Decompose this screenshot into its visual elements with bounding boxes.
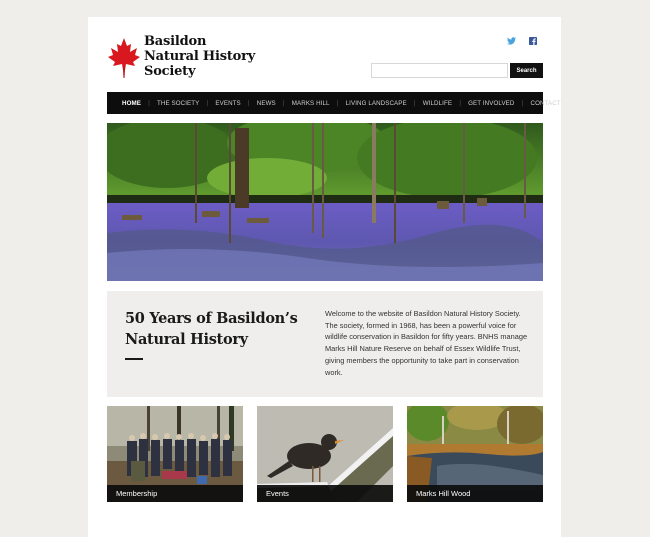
tile-events[interactable] (257, 406, 393, 502)
nav-separator: | (282, 99, 285, 107)
site-title-line-1: Basildon (144, 34, 207, 49)
intro-text: Welcome to the website of Basildon Natural History Society. The society, formed in 1968, has been a powerful voice for wildlife conservation in Basildon for fifty years. BNHS manage Marks Hill Nature Reserve on behalf of Essex Wildlife Trust, giving members the opportunity to take part in conservation work. (325, 309, 528, 377)
nav-separator: | (521, 99, 524, 107)
title-underline (125, 358, 143, 360)
tile-caption: Membership (107, 485, 243, 502)
nav-item-home[interactable]: HOME (122, 99, 141, 107)
nav-separator: | (459, 99, 462, 107)
site-title-line-3: Society (144, 64, 196, 79)
social-links (507, 37, 537, 45)
nav-item-marks-hill[interactable]: MARKS HILL (291, 99, 330, 107)
twitter-icon (507, 37, 516, 45)
tile-membership[interactable] (107, 406, 243, 502)
tile-caption: Marks Hill Wood (407, 485, 543, 502)
twitter-link[interactable] (507, 37, 516, 45)
facebook-link[interactable] (529, 37, 537, 45)
tile-caption: Events (257, 485, 393, 502)
bluebell-wood-image (107, 123, 543, 281)
hero-image (107, 123, 543, 281)
nav-item-wildlife[interactable]: WILDLIFE (422, 99, 453, 107)
tile-marks-hill-wood[interactable] (407, 406, 543, 502)
nav-separator: | (336, 99, 339, 107)
site-logo[interactable] (107, 34, 255, 80)
nav-item-get-involved[interactable]: GET INVOLVED (468, 99, 515, 107)
intro-title: 50 Years of Basildon’s Natural History (125, 310, 298, 348)
maple-leaf-icon (107, 36, 141, 80)
nav-item-events[interactable]: EVENTS (215, 99, 241, 107)
nav-item-news[interactable]: NEWS (256, 99, 276, 107)
nav-separator: | (413, 99, 416, 107)
main-nav (107, 92, 561, 114)
site-title (144, 34, 255, 79)
nav-separator: | (247, 99, 250, 107)
nav-separator: | (147, 99, 150, 107)
search-input[interactable] (371, 63, 508, 78)
facebook-icon (529, 37, 537, 45)
nav-item-living-landscape[interactable]: LIVING LANDSCAPE (345, 99, 407, 107)
nav-item-contact[interactable]: CONTACT (530, 99, 561, 107)
search-button[interactable]: Search (510, 63, 543, 78)
intro-section (107, 291, 543, 397)
site-title-line-2: Natural History (144, 49, 256, 64)
nav-separator: | (206, 99, 209, 107)
nav-item-the-society[interactable]: THE SOCIETY (157, 99, 200, 107)
